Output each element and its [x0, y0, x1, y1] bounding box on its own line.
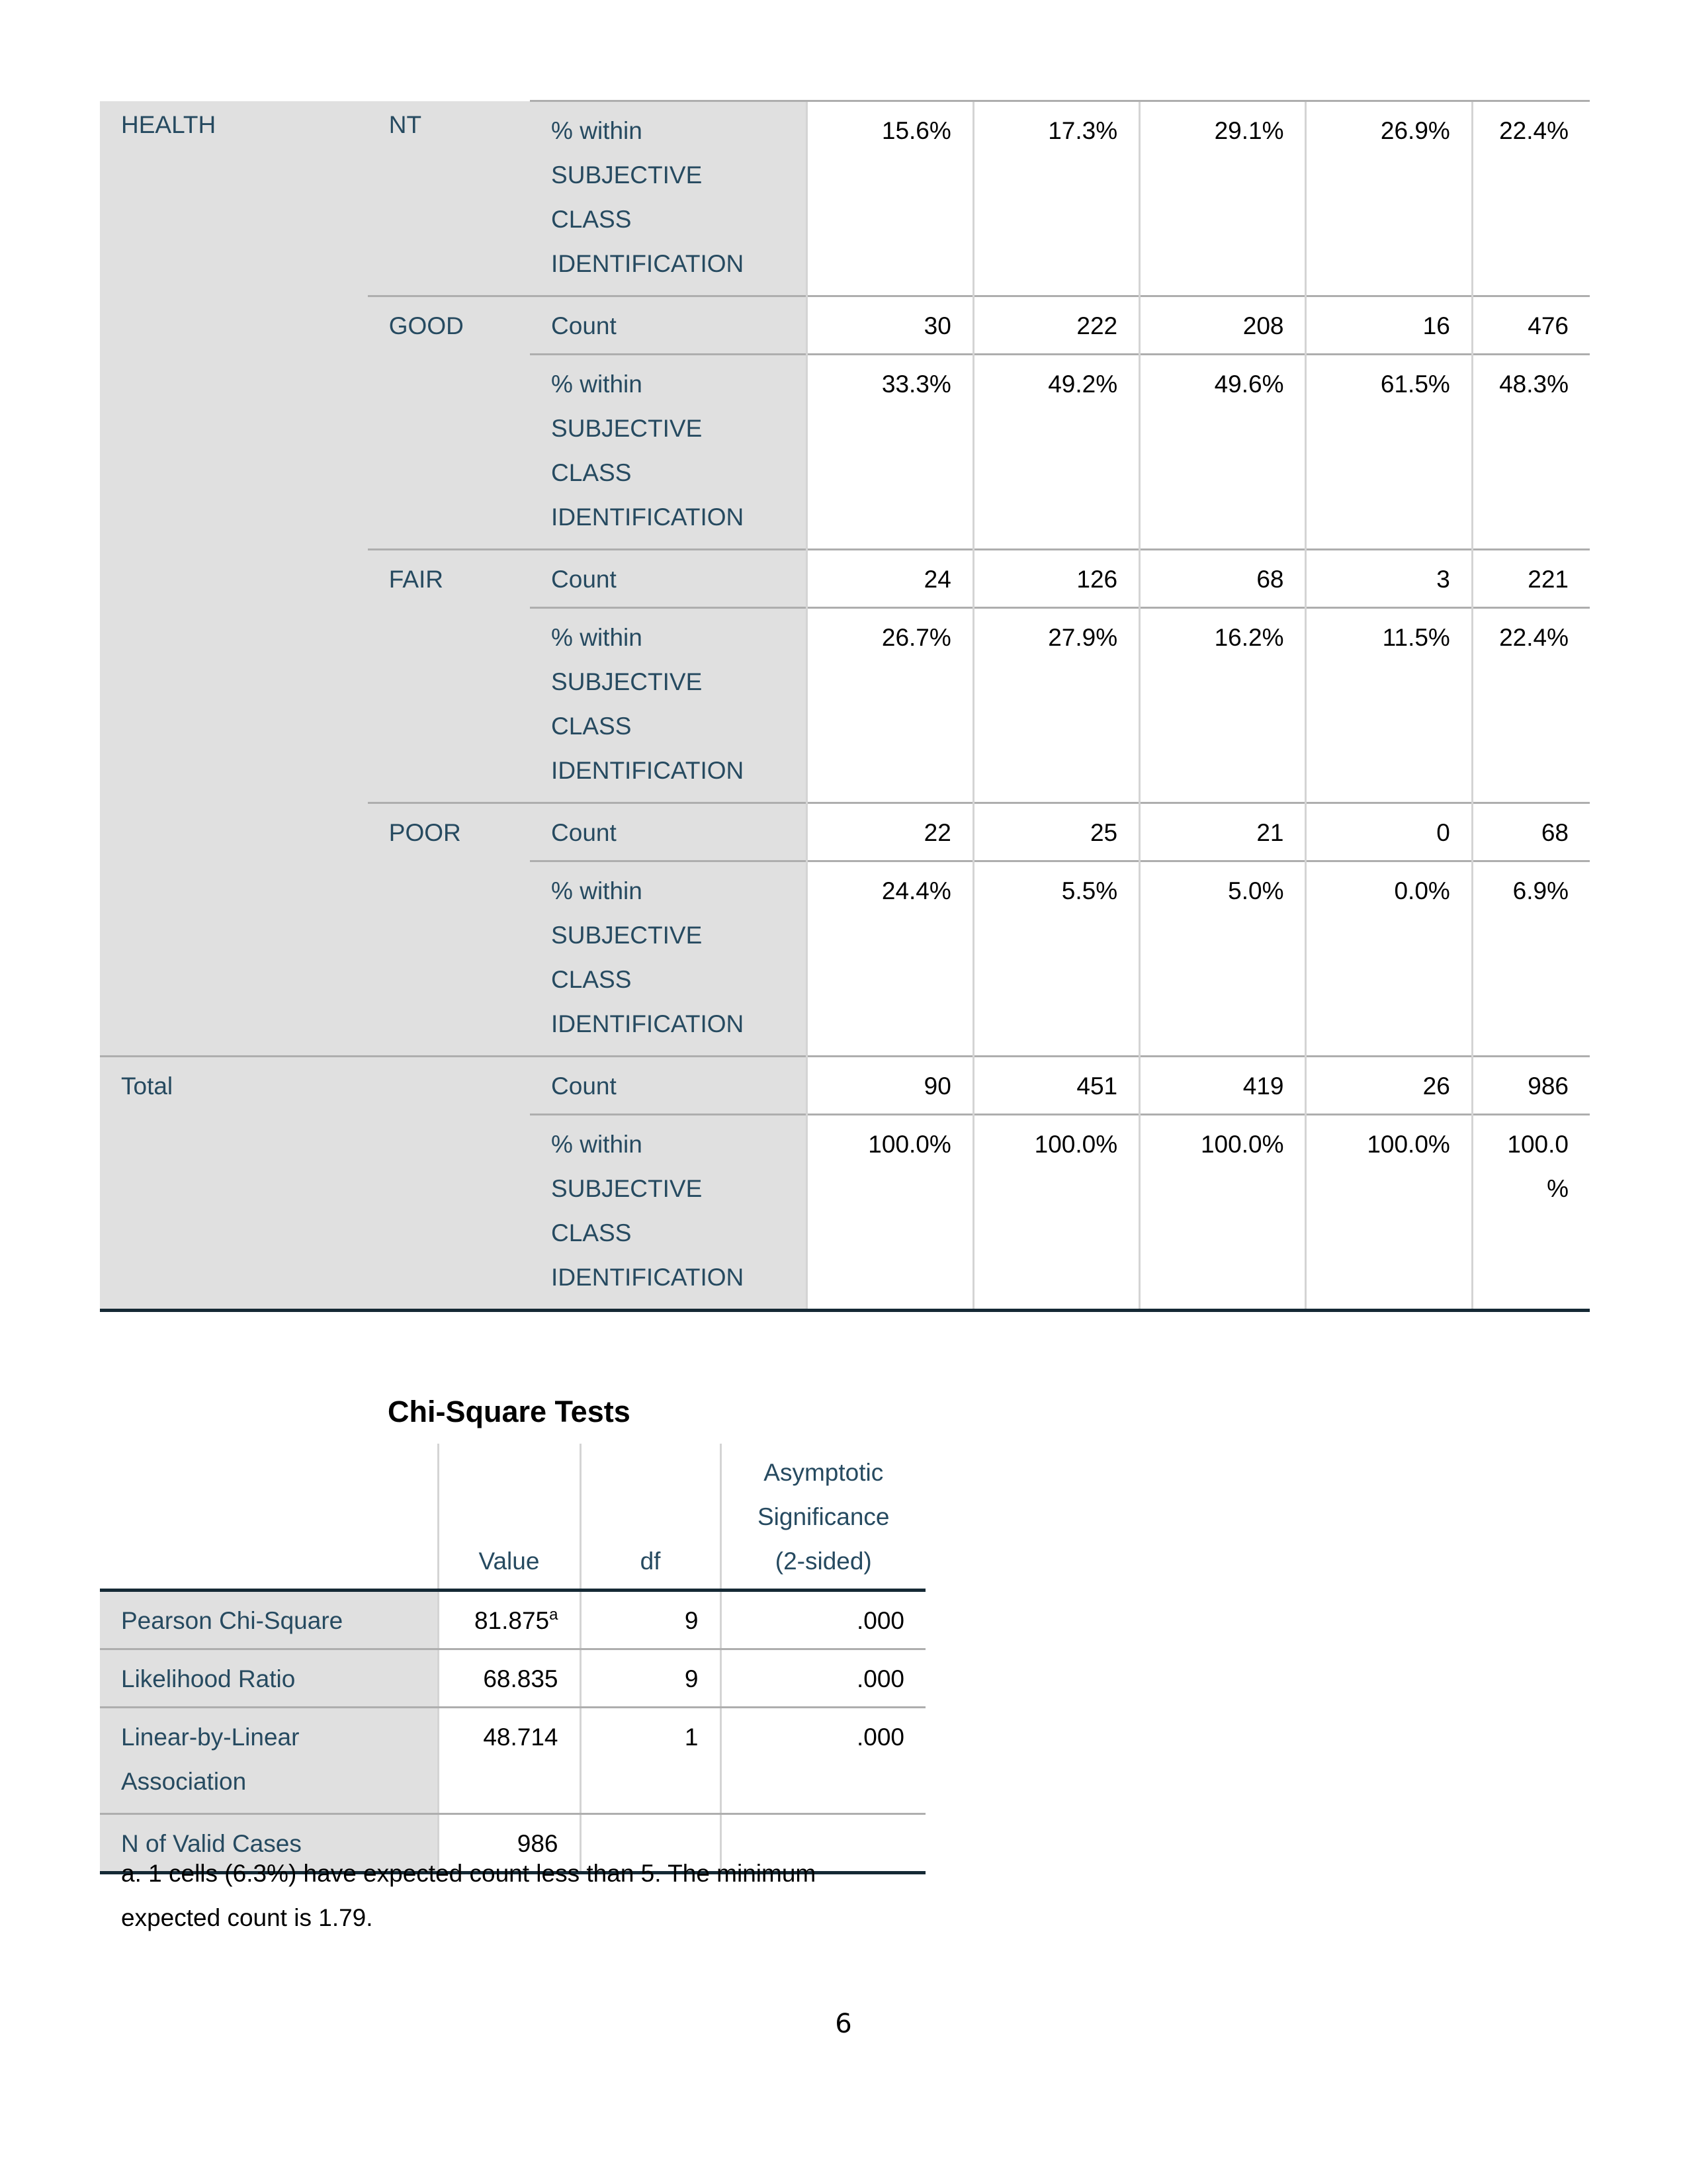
cell-value: 49.6% [1140, 355, 1306, 550]
cell-df: 9 [580, 1649, 720, 1708]
cell-value: 21 [1140, 803, 1306, 861]
cell-value: 6.9% [1472, 861, 1590, 1057]
cell-value: 5.5% [973, 861, 1139, 1057]
table-row [100, 1708, 926, 1814]
cell-value: 26 [1306, 1057, 1472, 1115]
header-value: Value [438, 1444, 580, 1591]
cell-value: 30 [807, 296, 973, 355]
cell-value: 986 [438, 1814, 580, 1873]
total-label: Total [100, 1057, 530, 1311]
cell-value: 986 [1472, 1057, 1590, 1115]
stat-label: % within SUBJECTIVE CLASS IDENTIFICATION [530, 1115, 807, 1311]
cell-value: 22.4% [1472, 608, 1590, 803]
cell-value: 100.0% [1140, 1115, 1306, 1311]
cell-value: 126 [973, 550, 1139, 608]
cell-value: 11.5% [1306, 608, 1472, 803]
page-number: 6 [835, 2009, 852, 2039]
table-row [100, 1057, 1590, 1115]
cell-value: 49.2% [973, 355, 1139, 550]
cell-significance: .000 [720, 1591, 926, 1649]
cell-significance: .000 [720, 1708, 926, 1814]
cell-value: 100.0 % [1472, 1115, 1590, 1311]
cell-value: 24 [807, 550, 973, 608]
cell-df: 1 [580, 1708, 720, 1814]
header-blank [100, 1444, 438, 1591]
stat-label: % within SUBJECTIVE CLASS IDENTIFICATION [530, 608, 807, 803]
table-header-row [100, 1444, 926, 1591]
cell-value: 48.714 [438, 1708, 580, 1814]
cell-value: 24.4% [807, 861, 973, 1057]
cell-value: 29.1% [1140, 101, 1306, 296]
value-text: 81.875 [474, 1607, 550, 1634]
cell-value: 16.2% [1140, 608, 1306, 803]
row-label: N of Valid Cases [100, 1814, 438, 1873]
group-label-fair: FAIR [368, 550, 530, 803]
group-label-good: GOOD [368, 296, 530, 550]
chi-square-title: Chi-Square Tests [388, 1395, 630, 1428]
cell-value: 33.3% [807, 355, 973, 550]
stat-label: Count [530, 1057, 807, 1115]
stat-label: Count [530, 296, 807, 355]
cell-value: 61.5% [1306, 355, 1472, 550]
row-label: Likelihood Ratio [100, 1649, 438, 1708]
cell-value: 476 [1472, 296, 1590, 355]
stat-label: Count [530, 550, 807, 608]
row-variable-label: HEALTH [100, 101, 368, 1057]
cell-value: 16 [1306, 296, 1472, 355]
table-footnote: a. 1 cells (6.3%) have expected count less than 5. The minimum expected count is 1.79. [121, 1860, 816, 1931]
cell-value: 0 [1306, 803, 1472, 861]
cell-value: 0.0% [1306, 861, 1472, 1057]
cell-value: 5.0% [1140, 861, 1306, 1057]
cell-value: 27.9% [973, 608, 1139, 803]
cell-value: 100.0% [807, 1115, 973, 1311]
cell-df: 9 [580, 1591, 720, 1649]
row-label: Linear-by-Linear Association [100, 1708, 438, 1814]
cell-value: 221 [1472, 550, 1590, 608]
cell-value: 68 [1140, 550, 1306, 608]
table-row [100, 1649, 926, 1708]
cell-value: 26.7% [807, 608, 973, 803]
cell-value: 68 [1472, 803, 1590, 861]
header-df: df [580, 1444, 720, 1591]
cell-value: 222 [973, 296, 1139, 355]
cell-value [438, 1591, 580, 1649]
table-row [100, 1591, 926, 1649]
stat-label: % within SUBJECTIVE CLASS IDENTIFICATION [530, 101, 807, 296]
cell-value: 419 [1140, 1057, 1306, 1115]
cell-value: 22.4% [1472, 101, 1590, 296]
table-row [100, 101, 1590, 296]
stat-label: Count [530, 803, 807, 861]
cell-value: 26.9% [1306, 101, 1472, 296]
cell-value: 48.3% [1472, 355, 1590, 550]
cell-value: 22 [807, 803, 973, 861]
cell-value: 451 [973, 1057, 1139, 1115]
chi-square-table [100, 1444, 926, 1874]
crosstab-table [100, 100, 1590, 1312]
stat-label: % within SUBJECTIVE CLASS IDENTIFICATION [530, 355, 807, 550]
group-label-nt: NT [368, 101, 530, 296]
cell-value: 15.6% [807, 101, 973, 296]
cell-value: 17.3% [973, 101, 1139, 296]
cell-value: 208 [1140, 296, 1306, 355]
row-label: Pearson Chi-Square [100, 1591, 438, 1649]
cell-value: 25 [973, 803, 1139, 861]
cell-value: 68.835 [438, 1649, 580, 1708]
cell-significance: .000 [720, 1649, 926, 1708]
cell-value: 90 [807, 1057, 973, 1115]
cell-value: 3 [1306, 550, 1472, 608]
cell-value: 100.0% [973, 1115, 1139, 1311]
stat-label: % within SUBJECTIVE CLASS IDENTIFICATION [530, 861, 807, 1057]
header-significance: Asymptotic Significance (2-sided) [720, 1444, 926, 1591]
footnote-mark: a [549, 1606, 558, 1624]
cell-value: 100.0% [1306, 1115, 1472, 1311]
group-label-poor: POOR [368, 803, 530, 1057]
